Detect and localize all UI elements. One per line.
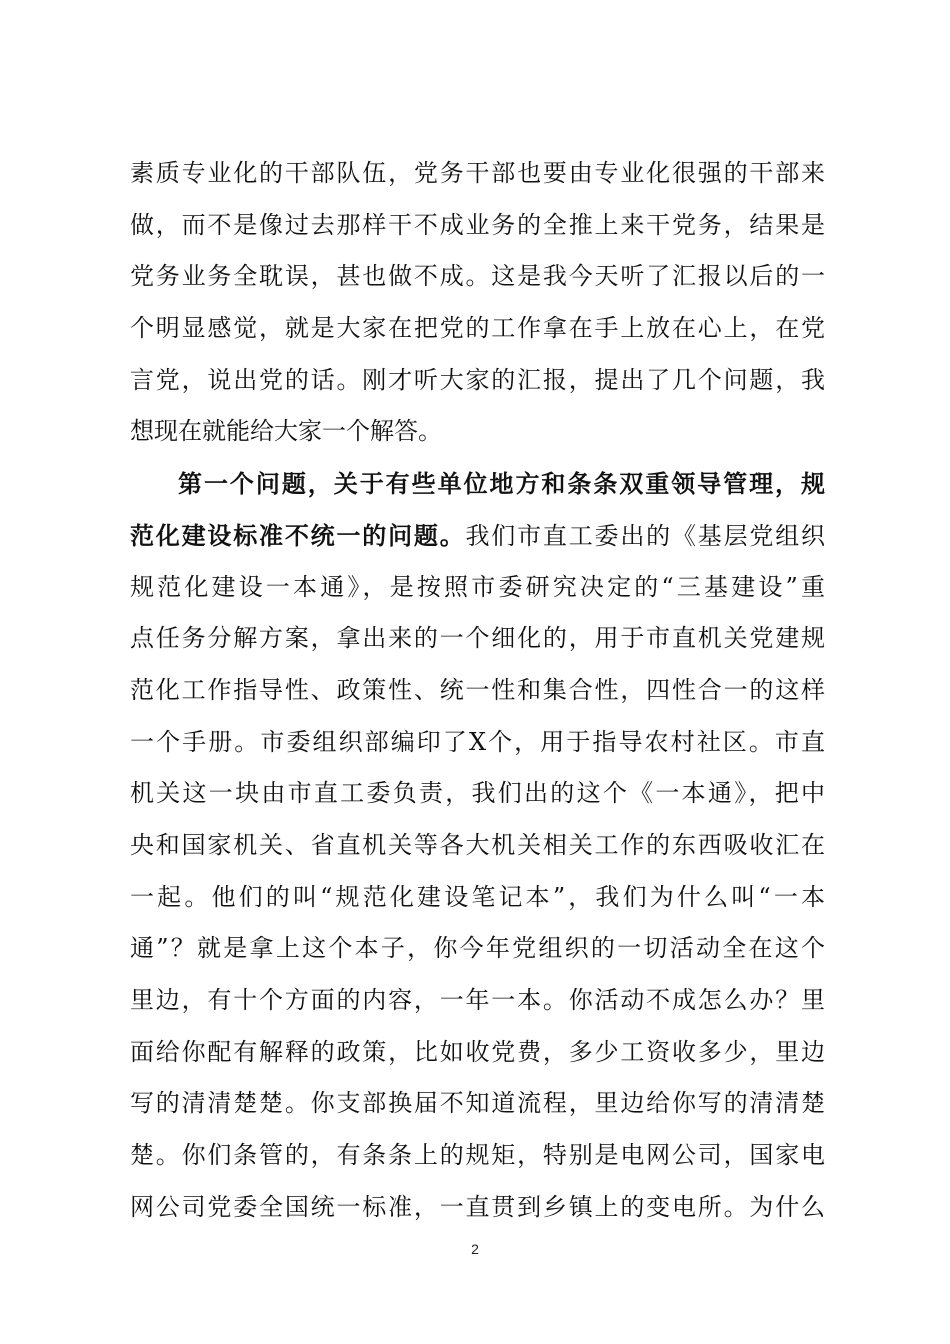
text-line: 里边，有十个方面的内容，一年一本。你活动不成怎么办？里 xyxy=(130,986,825,1014)
text-line: 言党，说出党的话。刚才听大家的汇报，提出了几个问题，我 xyxy=(130,365,825,394)
text-line: 规范化建设一本通》，是按照市委研究决定的“三基建设”重 xyxy=(130,572,825,601)
text-line: 通”？就是拿上这个本子，你今年党组织的一切活动全在这个 xyxy=(130,934,825,963)
page-number: 2 xyxy=(471,1241,479,1257)
text-line: 一起。他们的叫“规范化建设笔记本”，我们为什么叫“一本 xyxy=(130,882,825,911)
text-line: 楚。你们条管的，有条条上的规矩，特别是电网公司，国家电 xyxy=(130,1141,825,1170)
text-line: 面给你配有解释的政策，比如收党费，多少工资收多少，里边 xyxy=(130,1037,825,1066)
text-line: 点任务分解方案，拿出来的一个细化的，用于市直机关党建规 xyxy=(130,624,825,653)
text-line: 一个手册。市委组织部编印了X个，用于指导农村社区。市直 xyxy=(130,727,825,756)
text-line: 党务业务全耽误，甚也做不成。这是我今天听了汇报以后的一 xyxy=(130,262,825,291)
text-line: 机关这一块由市直工委负责，我们出的这个《一本通》，把中 xyxy=(130,779,825,808)
text-fragment: 我们市直工委出的《基层党组织 xyxy=(465,521,825,550)
text-line: 央和国家机关、省直机关等各大机关相关工作的东西吸收汇在 xyxy=(130,830,825,859)
bold-heading-fragment: 范化建设标准不统一的问题。 xyxy=(130,520,466,550)
mixed-text-line xyxy=(130,510,825,562)
text-line: 个明显感觉，就是大家在把党的工作拿在手上放在心上，在党 xyxy=(130,314,825,343)
text-line: 范化工作指导性、政策性、统一性和集合性，四性合一的这样 xyxy=(130,675,825,704)
paragraph-2 xyxy=(130,458,825,1233)
text-line: 写的清清楚楚。你支部换届不知道流程，里边给你写的清清楚 xyxy=(130,1089,825,1118)
document-body xyxy=(130,148,825,1233)
paragraph-1 xyxy=(130,148,825,458)
text-line: 想现在就能给大家一个解答。 xyxy=(130,417,442,446)
bold-heading-line: 第一个问题，关于有些单位地方和条条双重领导管理，规 xyxy=(178,469,825,499)
text-line: 做，而不是像过去那样干不成业务的全推上来干党务，结果是 xyxy=(130,210,825,239)
text-line: 素质专业化的干部队伍，党务干部也要由专业化很强的干部来 xyxy=(130,159,825,187)
text-line: 网公司党委全国统一标准，一直贯到乡镇上的变电所。为什么 xyxy=(130,1192,825,1221)
